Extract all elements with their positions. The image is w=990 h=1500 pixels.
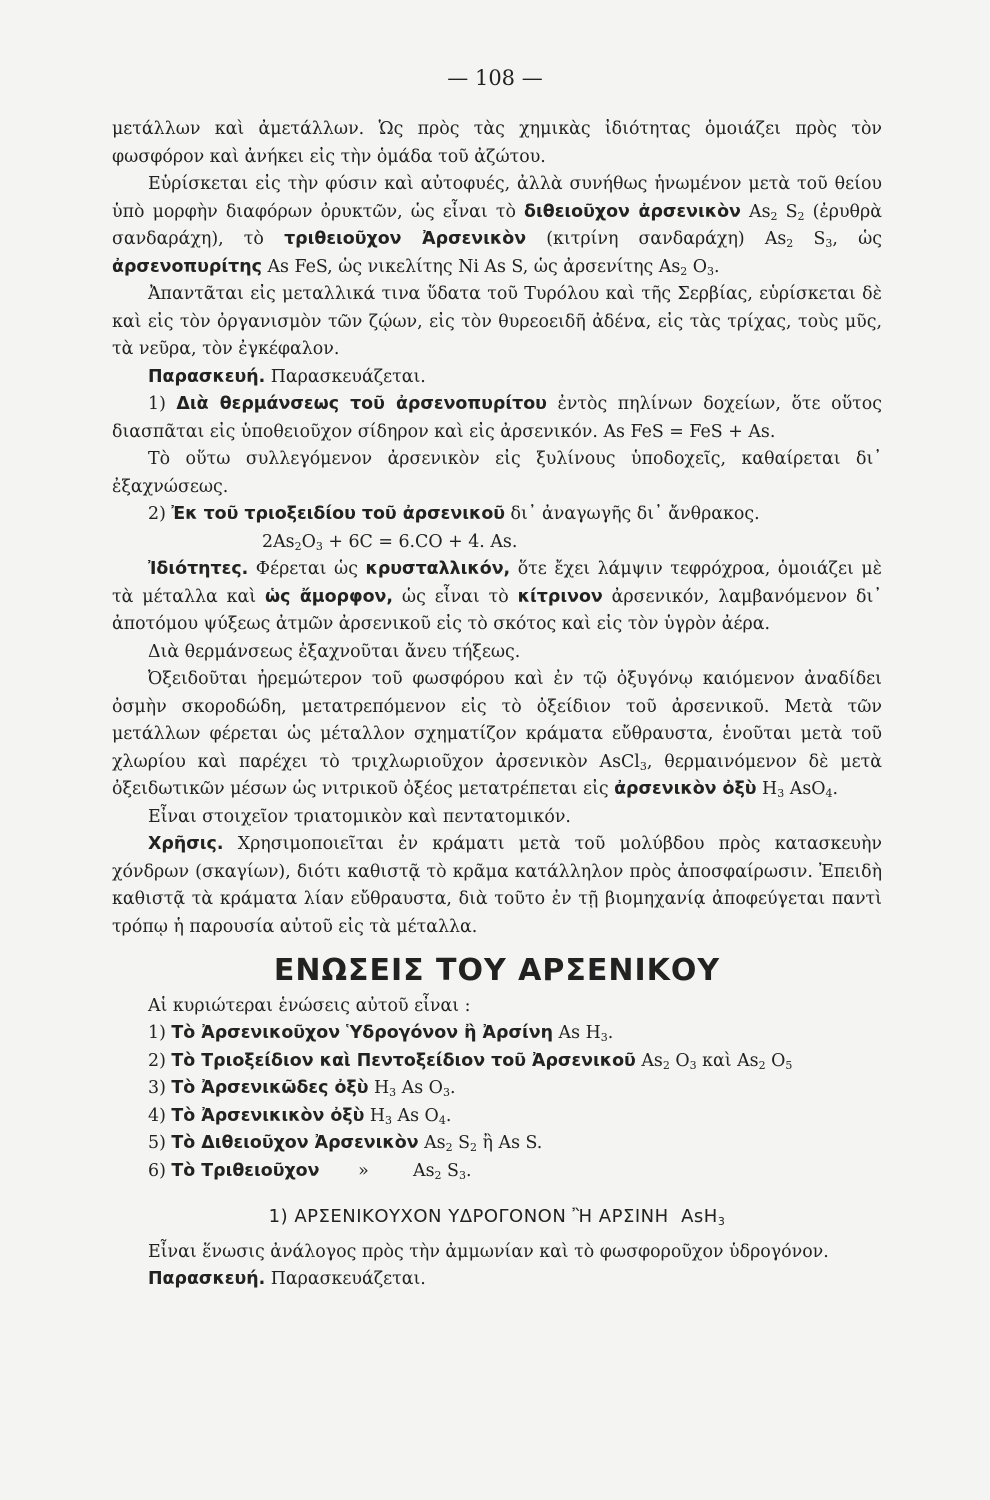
paragraph-method-2: 2) Ἐκ τοῦ τριοξειδίου τοῦ ἀρσενικοῦ δι᾿ ἀναγωγῆς δι᾿ ἄνθρακος. — [148, 504, 760, 524]
subsection-title: 1) ΑΡΣΕΝΙΚΟΥΧΟΝ ΥΔΡΟΓΟΝΟΝ Ἢ ΑΡΣΙΝΗ AsH$_3$ — [268, 1206, 726, 1228]
paragraph-occurrence: Εὑρίσκεται εἰς τὴν φύσιν καὶ αὐτοφυές, ἀλλὰ συνήθως ἡνωμένον μετὰ τοῦ θείου ὑπὸ μορφὴν διαφόρων ὀρυκτῶν, ὡς εἶναι τὸ διθειοῦχον ἀρσενικὸν $As_2$ $S_2$ (ἐρυθρὰ σανδαράχη), τὸ τριθειοῦχον Ἀρσενικὸν (κιτρίνη σανδαράχη) $As_2$ $S_3$, ὡς ἀρσενοπυρίτης As FeS, ὡς νικελίτης Ni As S, ὡς ἀρσενίτης $As_2$ $O_3$. — [112, 174, 882, 278]
section-title: ΕΝΩΣΕΙΣ ΤΟΥ ΑΡΣΕΝΙΚΟΥ — [273, 953, 721, 988]
list-item-compound: 6) Τὸ Τριθειοῦχον » $As_2$ $S_3$. — [148, 1160, 472, 1182]
reaction-equation: $2As_2O_3 + 6C = 6.CO + 4$. As. — [262, 531, 518, 553]
paragraph-uses: Χρῆσις. Χρησιμοποιεῖται ἐν κράματι μετὰ τοῦ μολύβδου πρὸς κατασκευὴν χόνδρων (σκαγίων), διότι καθιστᾷ τὸ κρᾶμα κατάλληλον πρὸς ἀποσφαίρωσιν. Ἐπειδὴ καθιστᾷ τὰ κράματα λίαν εὔθραυστα, διὰ τοῦτο ἐν τῇ βιομηχανίᾳ ἀποφεύγεται παντὶ τρόπῳ ἡ παρουσία αὐτοῦ εἰς τὰ μέταλλα. — [112, 834, 882, 937]
paragraph-sublimation: Διὰ θερμάνσεως ἐξαχνοῦται ἄνευ τήξεως. — [148, 641, 521, 662]
paragraph-properties: Ἰδιότητες. Φέρεται ὡς κρυσταλλικόν, ὅτε ἔχει λάμψιν τεφρόχροα, ὁμοιάζει μὲ τὰ μέταλλα καὶ ὡς ἄμορφον, ὡς εἶναι τὸ κίτρινον ἀρσενικόν, λαμβανόμενον δι᾿ ἀποτόμου ψύξεως ἀτμῶν ἀρσενικοῦ εἰς τὸ σκότος καὶ εἰς τὸν ὑγρὸν ἀέρα. — [112, 559, 882, 634]
paragraph-preparation-2: Παρασκευή. Παρασκευάζεται. — [148, 1269, 426, 1289]
paragraph-distribution: Ἀπαντᾶται εἰς μεταλλικά τινα ὕδατα τοῦ Τυρόλου καὶ τῆς Σερβίας, εὑρίσκεται δὲ καὶ εἰς τὸν ὀργανισμὸν τῶν ζῴων, εἰς τὸν θυρεοειδῆ ἀδένα, εἰς τὰς τρίχας, τοὺς μῦς, τὰ νεῦρα, τὸν ἐγκέφαλον. — [112, 284, 882, 359]
page-number: — 108 — — [447, 66, 543, 90]
paragraph-method-1: 1) Διὰ θερμάνσεως τοῦ ἀρσενοπυρίτου ἐντὸς πηλίνων δοχείων, ὅτε οὕτος διασπᾶται εἰς ὑποθειοῦχον σίδηρον καὶ εἰς ἀρσενικόν. As FeS = FeS + As. — [112, 394, 882, 442]
compounds-intro: Αἱ κυριώτεραι ἑνώσεις αὐτοῦ εἶναι : — [148, 995, 471, 1016]
list-item-compound: 5) Τὸ Διθειοῦχον Ἀρσενικὸν $As_2$ $S_2$ ἢ As S. — [148, 1133, 543, 1154]
list-item-compound: 4) Τὸ Ἀρσενικικὸν ὀξὺ $H_3$ As $O_4$. — [148, 1105, 452, 1127]
paragraph-intro: μετάλλων καὶ ἀμετάλλων. Ὡς πρὸς τὰς χημικὰς ἰδιότητας ὁμοιάζει πρὸς τὸν φωσφόρον καὶ ἀνήκει εἰς τὴν ὁμάδα τοῦ ἀζώτου. — [112, 119, 882, 167]
paragraph-collection: Τὸ οὕτω συλλεγόμενον ἀρσενικὸν εἰς ξυλίνους ὑποδοχεῖς, καθαίρεται δι᾿ ἐξαχνώσεως. — [112, 449, 882, 497]
paragraph-valence: Εἶναι στοιχεῖον τριατομικὸν καὶ πεντατομικόν. — [148, 806, 571, 827]
paragraph-preparation: Παρασκευή. Παρασκευάζεται. — [148, 366, 426, 387]
page-body — [112, 116, 882, 1294]
list-item-compound: 3) Τὸ Ἀρσενικῶδες ὀξὺ $H_3$ As $O_3$. — [148, 1078, 456, 1099]
paragraph-oxidation: Ὀξειδοῦται ἠρεμώτερον τοῦ φωσφόρου καὶ ἐν τῷ ὀξυγόνῳ καιόμενον ἀναδίδει ὀσμὴν σκοροδώδη, μετατρεπόμενον εἰς τὸ ὀξείδιον τοῦ ἀρσενικοῦ. Μετὰ τῶν μετάλλων φέρεται ὡς μέταλλον σχηματίζον κράματα εὔθραυστα, ἑνοῦται μετὰ τοῦ χλωρίου καὶ παρέχει τὸ τριχλωριοῦχον ἀρσενικὸν AsCl$_3$, θερμαινόμενον δὲ μετὰ ὀξειδωτικῶν μέσων ὡς νιτρικοῦ ὀξέος μετατρέπεται εἰς ἀρσενικὸν ὀξὺ $H_3$ AsO$_4$. — [112, 669, 882, 800]
list-item-compound: 1) Τὸ Ἀρσενικοῦχον Ὑδρογόνον ἢ Ἀρσίνη As $H_3$. — [148, 1023, 614, 1044]
list-item-compound: 2) Τὸ Τριοξείδιον καὶ Πεντοξείδιον τοῦ Ἀρσενικοῦ $As_2$ $O_3$ καὶ $As_2$ $O_5$ — [148, 1050, 793, 1072]
paragraph-arsine: Εἶναι ἕνωσις ἀνάλογος πρὸς τὴν ἀμμωνίαν καὶ τὸ φωσφοροῦχον ὑδρογόνον. — [148, 1241, 829, 1262]
